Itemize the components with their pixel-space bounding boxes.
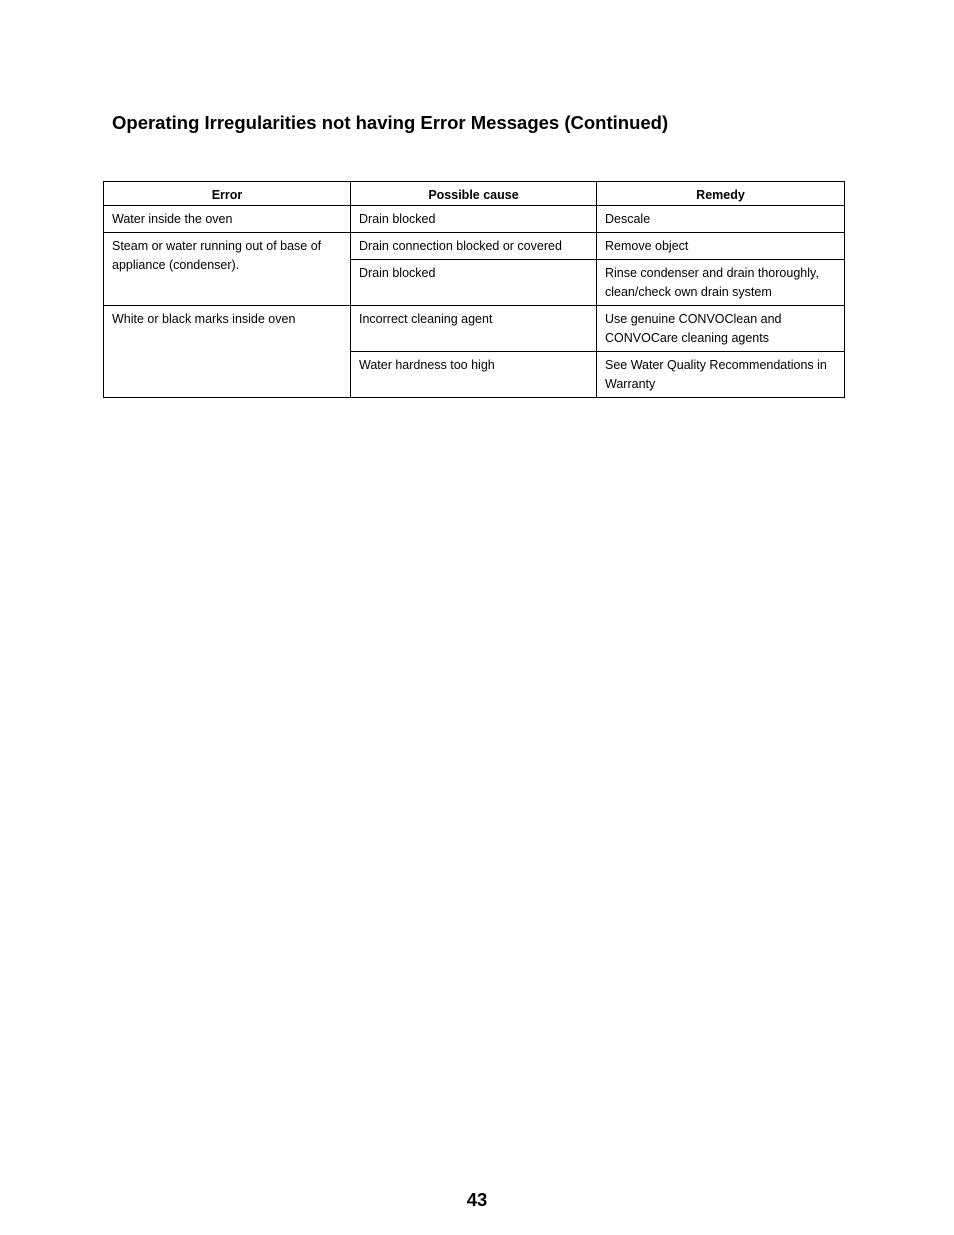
irregularities-table — [103, 181, 845, 398]
error-cell: Steam or water running out of base of appliance (condenser). — [104, 233, 351, 306]
cause-cell: Water hardness too high — [351, 352, 597, 398]
page-title: Operating Irregularities not having Error Messages (Continued) — [112, 112, 669, 133]
error-cell: Water inside the oven — [104, 206, 351, 233]
page-number: 43 — [466, 1189, 488, 1210]
cause-cell: Drain blocked — [351, 206, 597, 233]
remedy-cell: Rinse condenser and drain thoroughly, clean/check own drain system — [597, 260, 845, 306]
remedy-cell: Descale — [597, 206, 845, 233]
table-row — [104, 233, 845, 260]
error-cell: White or black marks inside oven — [104, 306, 351, 398]
table-row — [104, 306, 845, 352]
table-row — [104, 206, 845, 233]
cause-cell: Drain connection blocked or covered — [351, 233, 597, 260]
header-error: Error — [104, 182, 351, 206]
header-possible-cause: Possible cause — [351, 182, 597, 206]
table-header-row — [104, 182, 845, 206]
remedy-cell: See Water Quality Recommendations in Warranty — [597, 352, 845, 398]
header-remedy: Remedy — [597, 182, 845, 206]
remedy-cell: Remove object — [597, 233, 845, 260]
cause-cell: Incorrect cleaning agent — [351, 306, 597, 352]
cause-cell: Drain blocked — [351, 260, 597, 306]
remedy-cell: Use genuine CONVOClean and CONVOCare cleaning agents — [597, 306, 845, 352]
